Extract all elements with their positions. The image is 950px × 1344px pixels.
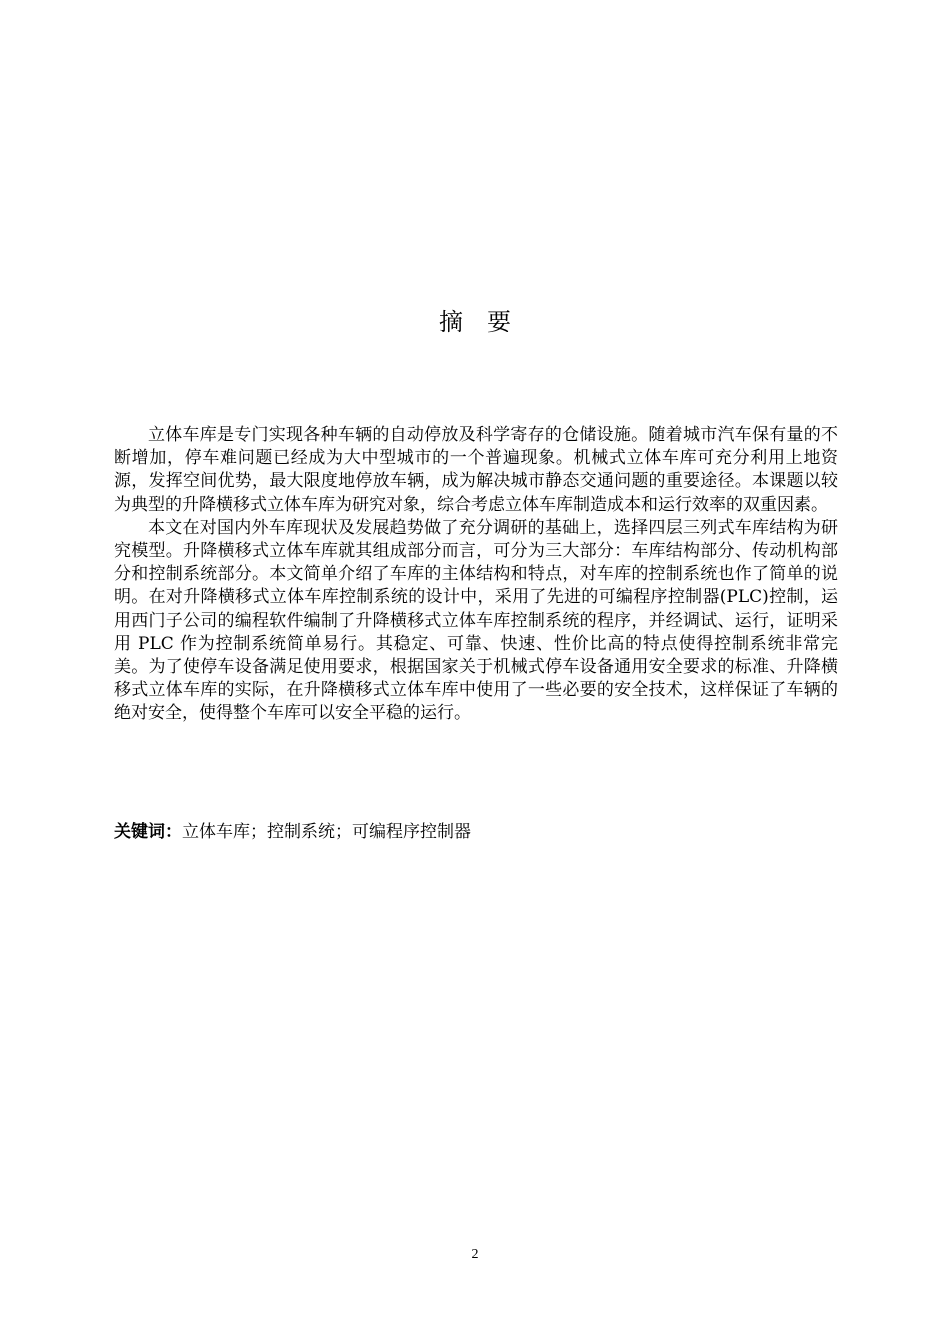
keywords-text: 立体车库；控制系统；可编程序控制器 — [182, 822, 471, 842]
page-number: 2 — [471, 1247, 479, 1262]
abstract-paragraph-1: 立体车库是专门实现各种车辆的自动停放及科学寄存的仓储设施。随着城市汽车保有量的不断增加，停车难问题已经成为大中型城市的一个普遍现象。机械式立体车库可充分利用上地资源，发挥空间优势，最大限度地停放车辆，成为解决城市静态交通问题的重要途径。本课题以较为典型的升降横移式立体车库为研究对象，综合考虑立体车库制造成本和运行效率的双重因素。 — [114, 425, 838, 515]
abstract-title: 摘要 — [439, 308, 535, 336]
keywords-label: 关键词： — [114, 822, 182, 842]
abstract-paragraph-2: 本文在对国内外车库现状及发展趋势做了充分调研的基础上，选择四层三列式车库结构为研究模型。升降横移式立体车库就其组成部分而言，可分为三大部分：车库结构部分、传动机构部分和控制系统部分。本文简单介绍了车库的主体结构和特点，对车库的控制系统也作了简单的说明。在对升降横移式立体车库控制系统的设计中，采用了先进的可编程序控制器(PLC)控制，运用西门子公司的编程软件编制了升降横移式立体车库控制系统的程序，并经调试、运行，证明采用 PLC 作为控制系统简单易行。其稳定、可靠、快速、性价比高的特点使得控制系统非常完美。为了使停车设备满足使用要求，根据国家关于机械式停车设备通用安全要求的标准、升降横移式立体车库的实际，在升降横移式立体车库中使用了一些必要的安全技术，这样保证了车辆的绝对安全，使得整个车库可以安全平稳的运行。 — [114, 517, 838, 724]
abstract-body — [114, 424, 838, 726]
keywords-line — [114, 820, 838, 844]
